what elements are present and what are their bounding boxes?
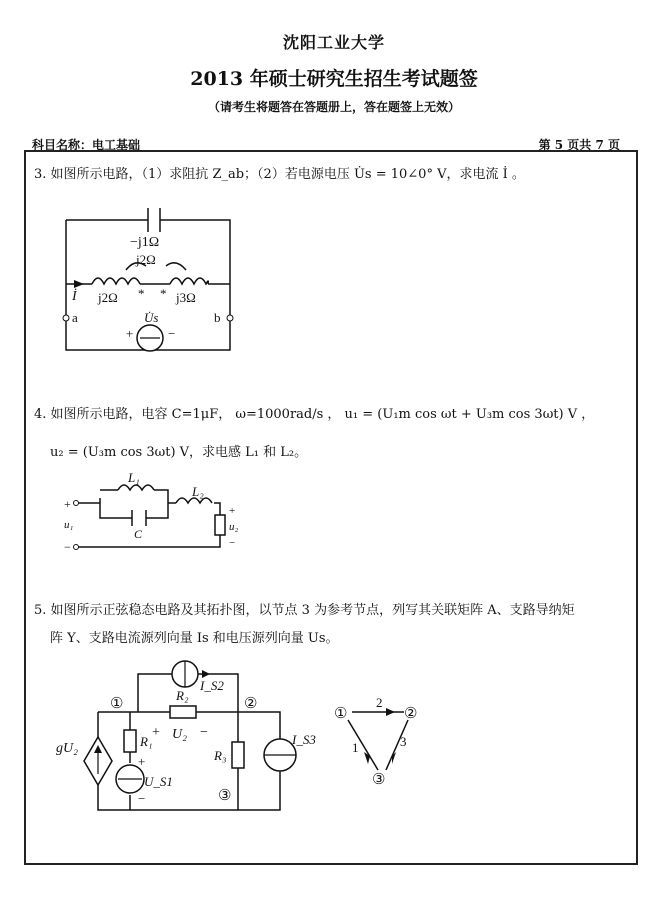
q5-r3 xyxy=(232,742,244,768)
q5-r1-label: R₁ xyxy=(140,734,153,749)
q5-is2-label: I_S2 xyxy=(200,678,224,693)
q3-source-plus: + xyxy=(126,326,134,341)
q5-us1-plus: + xyxy=(138,754,146,769)
q3-source-label: U̇s xyxy=(144,310,159,325)
q5-u2-plus: + xyxy=(152,725,160,740)
q5-r2 xyxy=(170,706,196,718)
q3-source-minus: − xyxy=(168,326,176,341)
q5-line-1: 5. 如图所示正弦稳态电路及其拓扑图，以节点 3 为参考节点，列写其关联矩阵 A、支路导纳矩 xyxy=(34,603,575,618)
exam-note: （请考生将题答在答题册上，答在题签上无效） xyxy=(207,100,460,114)
q3-cap-label: −j1Ω xyxy=(130,235,160,250)
q5-us1-minus: − xyxy=(138,791,146,806)
q5-is3-label: I_S3 xyxy=(292,732,316,747)
q5-u2-label: U₂ xyxy=(172,727,187,742)
q4-minus-in: − xyxy=(64,540,71,554)
university-name: 沈阳工业大学 xyxy=(282,33,385,52)
q5-r3-label: R₃ xyxy=(214,748,227,763)
q5-node-3: ③ xyxy=(218,788,232,804)
q3-current-label: İ xyxy=(72,289,77,304)
q5-u2-minus: − xyxy=(200,725,208,740)
exam-title: 2013 年硕士研究生招生考试题签 xyxy=(190,68,478,90)
q4-l2-label: L₂ xyxy=(192,484,204,499)
q5-graph-branch-2: 2 xyxy=(376,695,383,710)
q5-node-1: ① xyxy=(110,696,124,712)
q3-dot-1: * xyxy=(138,286,145,301)
q3-l1-label: j2Ω xyxy=(98,290,118,305)
q5-graph-branch-1: 1 xyxy=(352,740,359,755)
q5-line-2: 阵 Y、支路电流源列向量 Is 和电压源列向量 Us。 xyxy=(50,631,339,646)
q3-dot-2: * xyxy=(160,286,167,301)
q5-r2-label: R₂ xyxy=(176,688,189,703)
q4-plus-out: + xyxy=(229,505,236,517)
q3-l2-label: j3Ω xyxy=(176,290,196,305)
q3-mutual-label: j2Ω xyxy=(136,252,156,267)
q5-graph-node-3: ③ xyxy=(372,772,386,788)
q5-is2-arrow xyxy=(202,670,210,678)
q4-l1-label: L₁ xyxy=(128,470,140,485)
q4-u1-label: u₁ xyxy=(64,519,74,531)
q5-graph-branch-3: 3 xyxy=(400,734,407,749)
q4-plus-in: + xyxy=(64,497,71,511)
q3-node-b: b xyxy=(214,310,221,325)
q5-node-2: ② xyxy=(244,696,258,712)
page-info: 第 5 页共 7 页 xyxy=(538,138,620,152)
q4-u2-label: u₂ xyxy=(229,521,239,533)
q5-graph-node-1: ① xyxy=(334,706,348,722)
q3-text: 3. 如图所示电路，（1）求阻抗 Z_ab；（2）若电源电压 U̇s = 10∠0° V，求电流 İ 。 xyxy=(34,167,525,182)
q4-line-1: 4. 如图所示电路，电容 C=1μF， ω=1000rad/s ， u₁ = (U₁m cos ωt + U₃m cos 3ωt) V ， xyxy=(34,407,595,422)
q5-us1-label: U_S1 xyxy=(144,774,173,789)
subject-name: 科目名称：电工基础 xyxy=(32,138,141,152)
q5-r1 xyxy=(124,730,136,752)
q4-line-2: u₂ = (U₃m cos 3ωt) V，求电感 L₁ 和 L₂。 xyxy=(50,445,308,460)
q5-graph-arrow-2 xyxy=(386,708,395,716)
q4-c-label: C xyxy=(134,527,143,541)
q5-gu2-label: gU₂ xyxy=(56,741,78,756)
q5-graph-node-2: ② xyxy=(404,706,418,722)
q3-node-a: a xyxy=(72,310,78,325)
q4-minus-out: − xyxy=(229,537,236,549)
